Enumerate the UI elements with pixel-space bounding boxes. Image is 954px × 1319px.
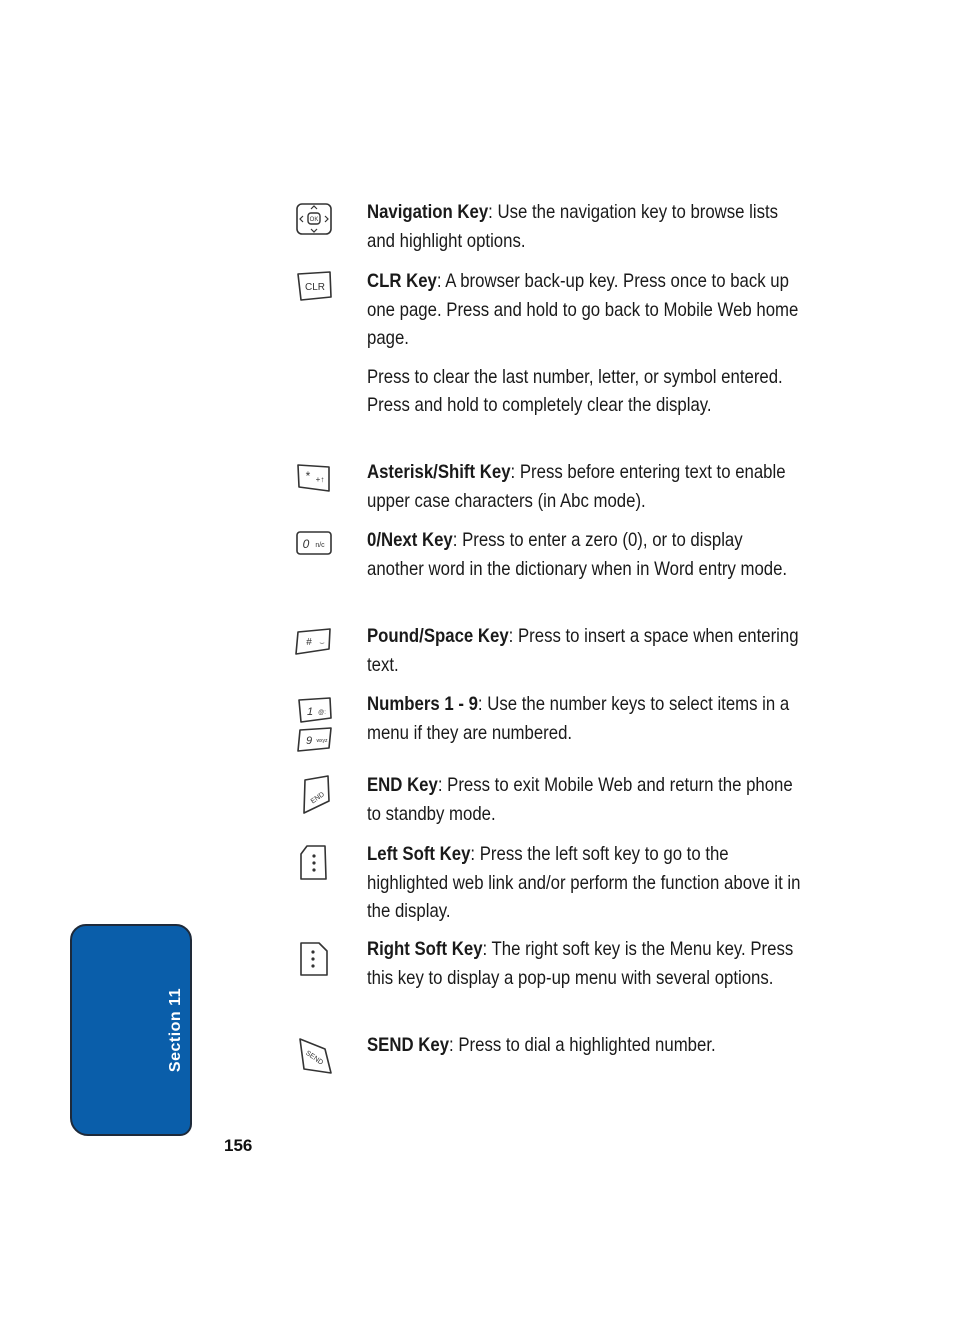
description: : Press to dial a highlighted number. [449, 1034, 716, 1056]
svg-text:OK: OK [309, 217, 319, 223]
svg-text:‿: ‿ [319, 638, 325, 644]
svg-text:CLR: CLR [304, 282, 326, 293]
description: : Press the left soft key to go to the highlighted web link and/or perform the function above it in the display. [367, 843, 801, 922]
term: 0/Next Key [367, 529, 453, 551]
term: END Key [367, 774, 438, 796]
term: Left Soft Key [367, 843, 471, 865]
end-key-icon [295, 775, 339, 815]
description: : The right soft key is the Menu key. Press this key to display a pop-up menu with several options. [367, 938, 794, 989]
description: : Press to insert a space when entering text. [367, 625, 799, 676]
svg-text:SEND: SEND [304, 1049, 325, 1067]
term: Asterisk/Shift Key [367, 461, 511, 483]
description: : Press before entering text to enable upper case characters (in Abc mode). [367, 461, 786, 512]
svg-text:*: * [305, 469, 311, 483]
svg-text:1: 1 [306, 706, 314, 718]
term: Navigation Key [367, 201, 489, 223]
right-soft-key-icon [295, 941, 339, 979]
svg-text:#: # [306, 637, 312, 648]
svg-text:9: 9 [305, 735, 313, 747]
asterisk-shift-key-icon [295, 461, 339, 497]
term: SEND Key [367, 1034, 450, 1056]
svg-text:END: END [309, 791, 326, 806]
description: : Press to enter a zero (0), or to display another word in the dictionary when in Word entry mode. [367, 529, 788, 580]
left-soft-key-icon [295, 844, 339, 882]
section-label-text: Section 11 [167, 987, 184, 1073]
svg-text:+↑: +↑ [315, 475, 325, 484]
description: : A browser back-up key. Press once to back up one page. Press and hold to go back to Mobile Web home page. [367, 270, 799, 349]
term: CLR Key [367, 270, 437, 292]
clr-key-icon [295, 269, 339, 305]
description: : Use the number keys to select items in a menu if they are numbered. [367, 693, 790, 744]
term: Numbers 1 - 9 [367, 693, 478, 715]
svg-text:n/c: n/c [315, 542, 325, 549]
zero-next-key-icon [295, 528, 339, 560]
description: : Press to exit Mobile Web and return the phone to standby mode. [367, 774, 793, 825]
page-number: 156 [224, 1136, 253, 1155]
number-keys-icon [295, 696, 339, 756]
navigation-key-icon [295, 202, 339, 238]
pound-space-key-icon [295, 626, 339, 660]
description: : Use the navigation key to browse lists and highlight options. [367, 201, 779, 252]
send-key-icon [295, 1037, 339, 1077]
svg-text:@:: @: [318, 710, 326, 716]
term: Pound/Space Key [367, 625, 509, 647]
extra-paragraph: Press to clear the last number, letter, or symbol entered. Press and hold to completely clear the display. [367, 365, 783, 416]
svg-text:wxyz: wxyz [316, 738, 328, 744]
svg-text:0: 0 [302, 537, 310, 551]
term: Right Soft Key [367, 938, 483, 960]
